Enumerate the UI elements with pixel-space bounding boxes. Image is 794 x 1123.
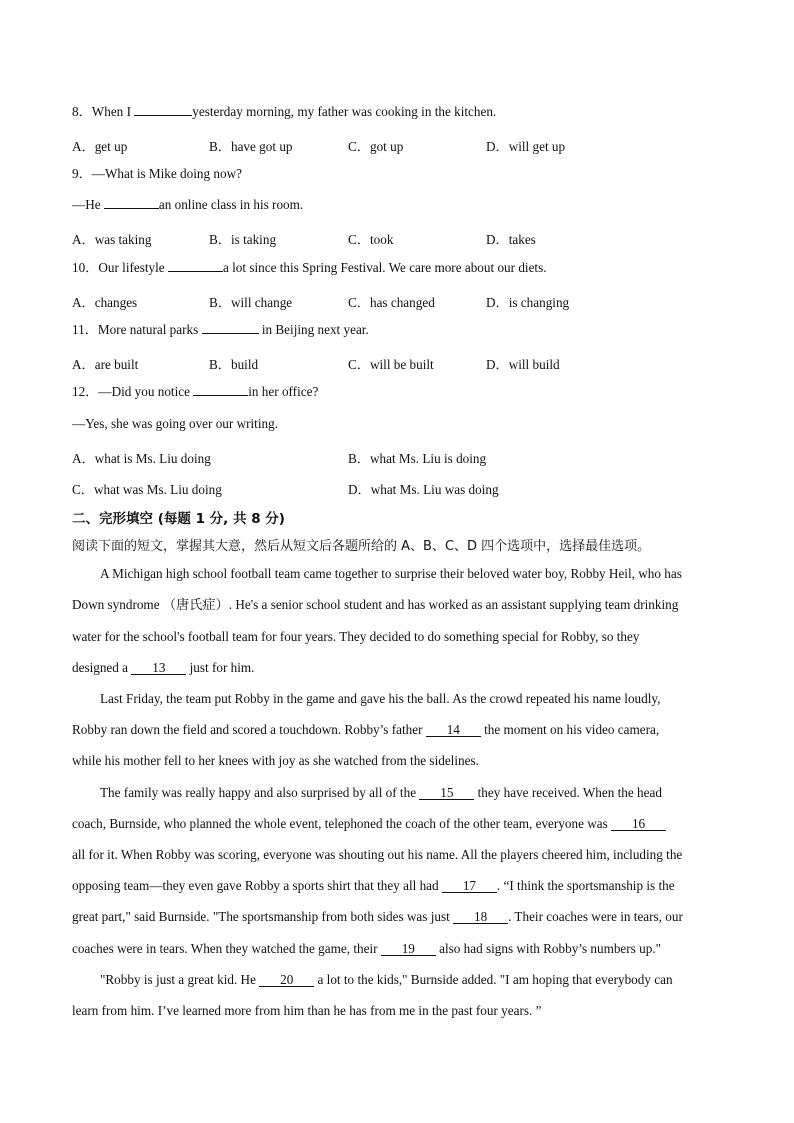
option-b: B．is taking	[209, 232, 277, 247]
question-9	[72, 166, 242, 182]
option-a: A．get up	[72, 139, 128, 154]
passage-line: coaches were in tears. When they watched the game, their 19 also had signs with Robby’s numbers up."	[72, 941, 661, 956]
passage-line: Last Friday, the team put Robby in the game and gave his the ball. As the crowd repeated his name loudly,	[100, 691, 661, 706]
option-d: D．will build	[486, 357, 560, 372]
question-text: When I	[91, 104, 135, 119]
passage-line: while his mother fell to her knees with joy as she watched from the sidelines.	[72, 753, 479, 768]
question-text: —Did you notice	[98, 384, 194, 399]
option-d: D．will get up	[486, 139, 566, 154]
option-b: B．have got up	[209, 139, 293, 154]
passage-line: opposing team—they even gave Robby a sports shirt that they all had 17 . “I think the sportsmanship is the	[72, 878, 675, 893]
option-c: C．got up	[348, 139, 404, 154]
option-c: C．took	[348, 232, 394, 247]
passage-line: A Michigan high school football team came together to surprise their beloved water boy, Robby Heil, who has	[100, 566, 682, 581]
question-number: 8．	[72, 104, 92, 119]
option-d: D．is changing	[486, 295, 570, 310]
cloze-blank-13: 13	[131, 661, 186, 675]
option-d: D．takes	[486, 232, 536, 247]
passage-line: "Robby is just a great kid. He 20 a lot to the kids," Burnside added. "I am hoping that everybody can	[100, 972, 673, 987]
question-text: an online class in his room.	[158, 197, 304, 212]
answer-blank	[134, 115, 192, 116]
option-d: D．what Ms. Liu was doing	[348, 482, 499, 497]
section-title: 二、完形填空 (每题 1 分, 共 8 分)	[72, 511, 285, 527]
option-b: B．what Ms. Liu is doing	[348, 451, 487, 466]
option-b: B．will change	[209, 295, 293, 310]
question-number: 10．	[72, 260, 99, 275]
question-text: Our lifestyle	[98, 260, 168, 275]
passage-line: Robby ran down the field and scored a touchdown. Robby’s father 14 the moment on his video camera,	[72, 722, 660, 737]
passage-line: The family was really happy and also surprised by all of the 15 they have received. When the head	[100, 785, 662, 800]
passage-line: all for it. When Robby was scoring, everyone was shouting out his name. All the players cheered him, including the	[72, 847, 683, 862]
question-text: —He	[72, 197, 104, 212]
option-c: C．what was Ms. Liu doing	[72, 482, 222, 497]
passage-line: coach, Burnside, who planned the whole event, telephoned the coach of the other team, everyone was 16	[72, 816, 666, 832]
section-instruction: 阅读下面的短文，掌握其大意，然后从短文后各题所给的 A、B、C、D 四个选项中，选择最佳选项。	[72, 539, 651, 554]
option-c: C．will be built	[348, 357, 434, 372]
answer-blank	[193, 395, 248, 396]
cloze-blank-16: 16	[611, 817, 666, 831]
option-c: C．has changed	[348, 295, 435, 310]
passage-line: water for the school's football team for four years. They decided to do something special for Robby, so they	[72, 629, 640, 644]
option-a: A．are built	[72, 357, 139, 372]
question-9-line2	[72, 197, 303, 213]
question-text: —What is Mike doing now?	[91, 166, 242, 181]
question-11	[72, 322, 369, 338]
question-10	[72, 260, 547, 276]
answer-blank	[202, 333, 259, 334]
question-text: yesterday morning, my father was cooking in the kitchen.	[192, 104, 497, 119]
option-a: A．was taking	[72, 232, 152, 247]
question-text: More natural parks	[97, 322, 202, 337]
option-a: A．what is Ms. Liu doing	[72, 451, 211, 466]
answer-blank	[104, 208, 159, 209]
question-text: a lot since this Spring Festival. We care more about our diets.	[222, 260, 547, 275]
cloze-blank-20: 20	[259, 973, 314, 987]
passage-line: learn from him. I’ve learned more from him than he has from me in the past four years. ”	[72, 1003, 542, 1018]
question-text: in her office?	[248, 384, 319, 399]
cloze-blank-18: 18	[453, 910, 508, 924]
passage-line: great part," said Burnside. "The sportsmanship from both sides was just 18 . Their coaches were in tears, our	[72, 909, 683, 924]
answer-blank	[168, 271, 223, 272]
cloze-blank-15: 15	[419, 786, 474, 800]
question-number: 9．	[72, 166, 92, 181]
question-text: in Beijing next year.	[258, 322, 369, 337]
option-b: B．build	[209, 357, 259, 372]
cloze-blank-19: 19	[381, 942, 436, 956]
cloze-blank-17: 17	[442, 879, 497, 893]
passage-line: Down syndrome （唐氏症）. He's a senior school student and has worked as an assistant supplying team drinking	[72, 597, 679, 612]
question-12-line2: —Yes, she was going over our writing.	[72, 416, 278, 431]
question-8	[72, 104, 496, 120]
passage-line: designed a 13 just for him.	[72, 660, 255, 675]
question-number: 11．	[72, 322, 98, 337]
question-number: 12．	[72, 384, 99, 399]
question-12	[72, 384, 318, 400]
cloze-blank-14: 14	[426, 723, 481, 737]
option-a: A．changes	[72, 295, 138, 310]
